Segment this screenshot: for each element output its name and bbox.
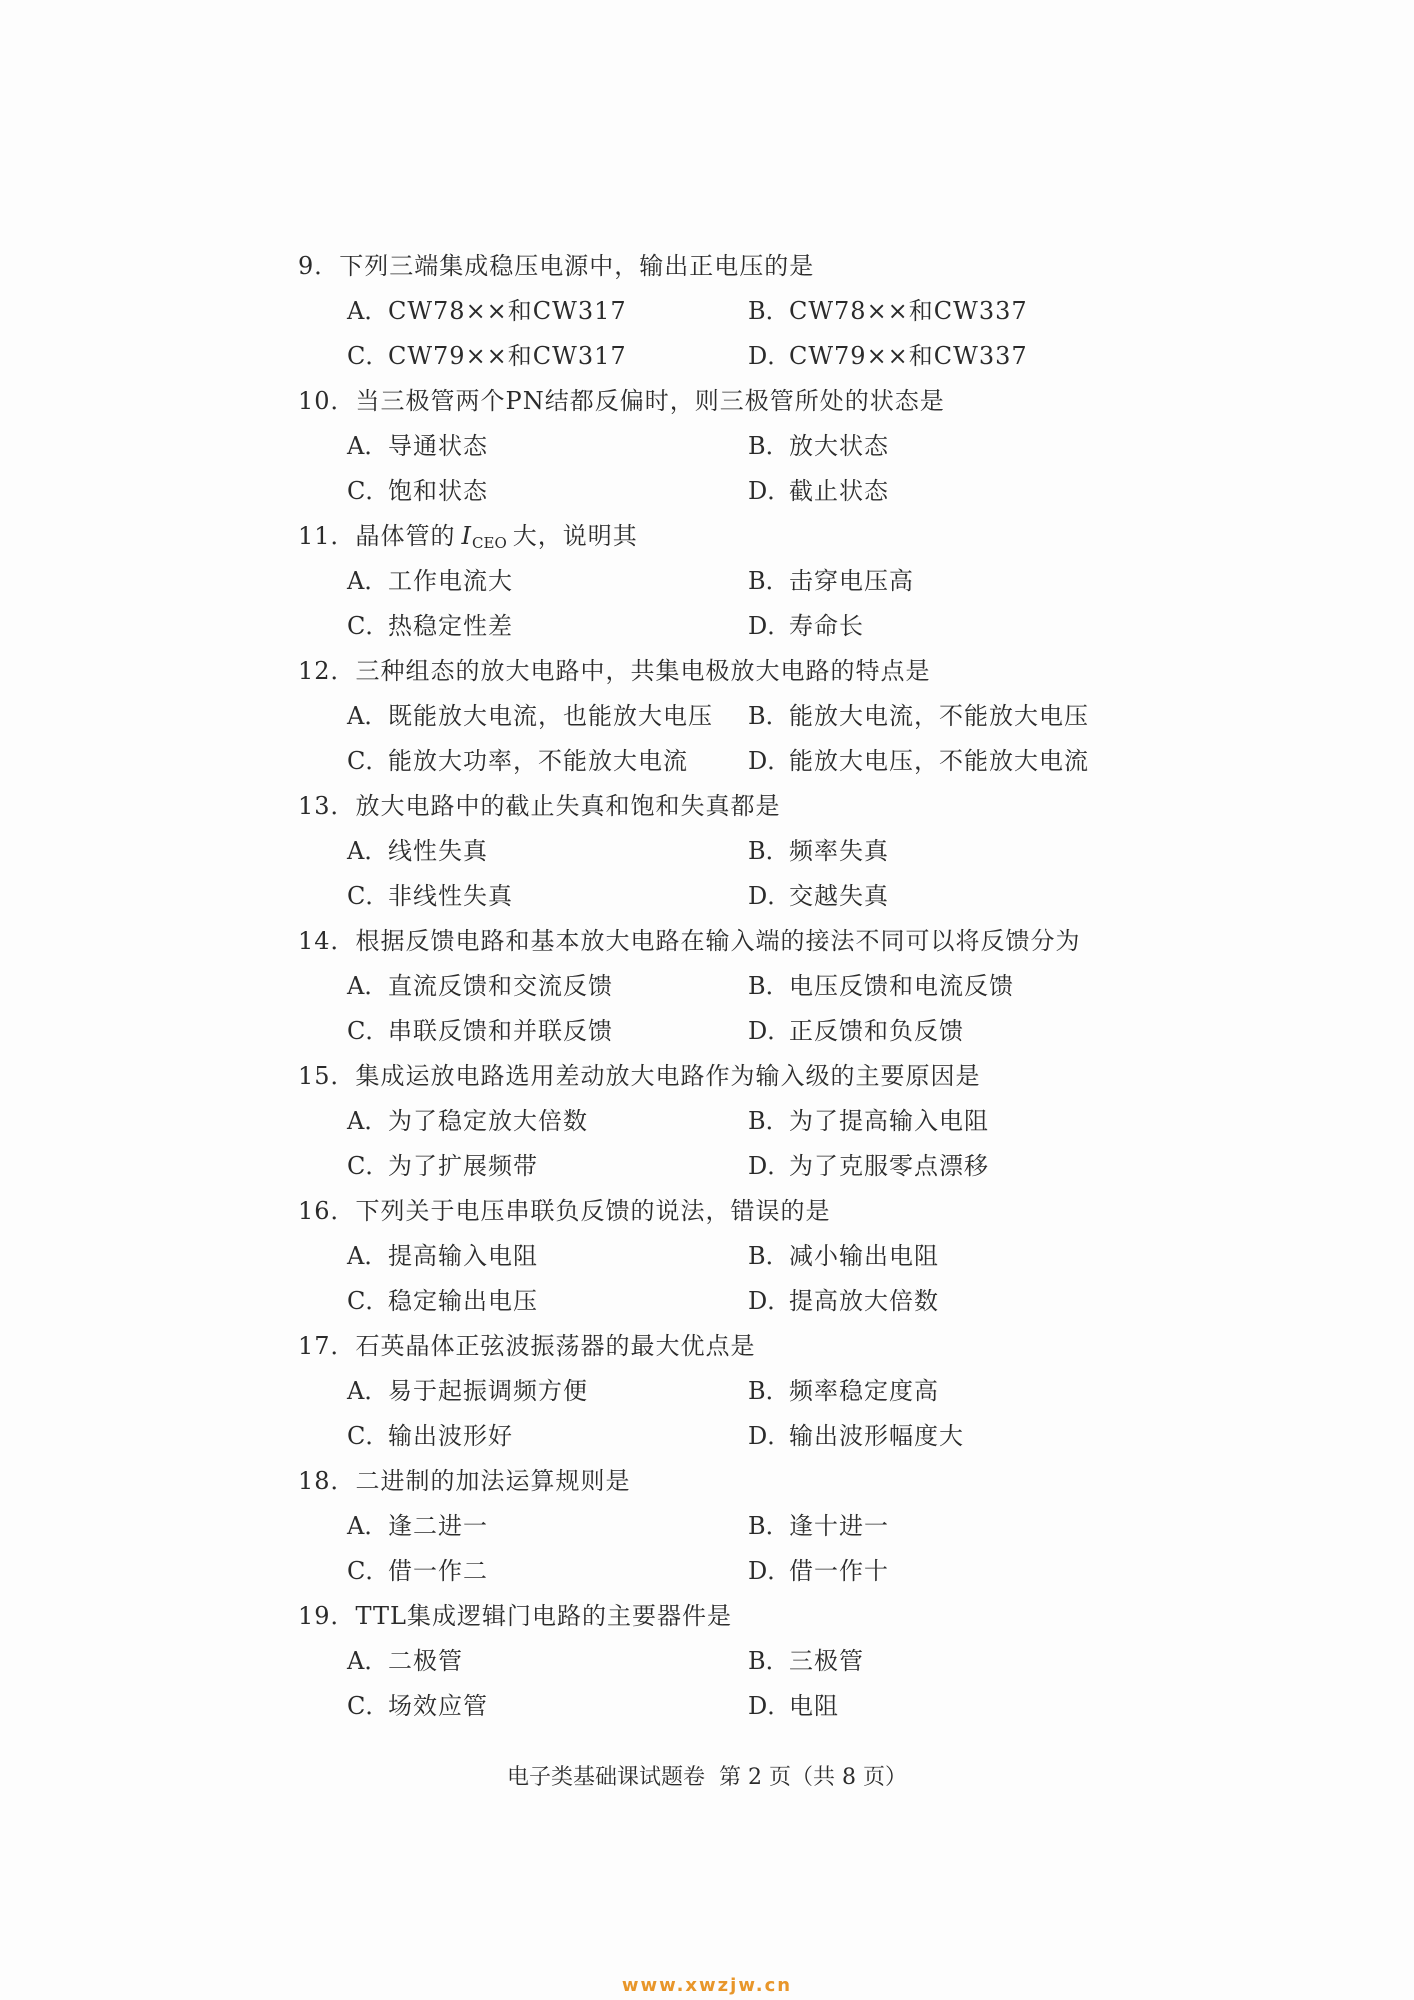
option-d — [748, 874, 1149, 919]
question-stem — [298, 1054, 1298, 1099]
question-text: 三种组态的放大电路中，共集电极放大电路的特点是 — [355, 657, 931, 685]
option-label: D． — [748, 477, 792, 505]
option-text: 放大状态 — [789, 432, 889, 460]
option-text: 频率稳定度高 — [789, 1377, 939, 1405]
option-a — [347, 424, 748, 469]
option-label: B． — [748, 702, 790, 730]
option-b — [748, 694, 1149, 739]
option-b — [748, 1234, 1149, 1279]
option-text: CW79××和CW317 — [388, 342, 627, 370]
option-text: 热稳定性差 — [388, 612, 513, 640]
question-number: 17． — [298, 1332, 356, 1360]
option-text: 二极管 — [388, 1647, 463, 1675]
option-label: C． — [347, 1692, 390, 1720]
question-stem — [298, 514, 1298, 559]
options-row — [298, 1144, 1298, 1189]
option-label: D． — [748, 612, 792, 640]
question-text: 晶体管的 — [355, 522, 456, 550]
question — [298, 1054, 1298, 1189]
question-text: 下列关于电压串联负反馈的说法，错误的是 — [355, 1197, 831, 1225]
option-a — [347, 694, 748, 739]
option-label: A． — [347, 972, 389, 1000]
question-number: 14． — [298, 927, 356, 955]
question-stem — [298, 1594, 1298, 1639]
option-d — [748, 1549, 1149, 1594]
question-stem — [298, 1459, 1298, 1504]
options-row — [298, 1099, 1298, 1144]
option-text: CW78××和CW337 — [789, 297, 1028, 325]
option-label: B． — [748, 567, 790, 595]
question-text: 当三极管两个PN结都反偏时，则三极管所处的状态是 — [355, 387, 945, 415]
option-text: 串联反馈和并联反馈 — [388, 1017, 613, 1045]
option-label: D． — [748, 1287, 792, 1315]
options-row — [298, 1684, 1298, 1729]
option-text: 导通状态 — [388, 432, 488, 460]
option-label: D． — [748, 1692, 792, 1720]
option-text: 场效应管 — [388, 1692, 488, 1720]
option-a — [347, 289, 748, 334]
question-text: 二进制的加法运算规则是 — [355, 1467, 631, 1495]
option-label: B． — [748, 1242, 790, 1270]
question-text: 石英晶体正弦波振荡器的最大优点是 — [355, 1332, 756, 1360]
option-text: 工作电流大 — [388, 567, 513, 595]
option-c — [347, 1684, 748, 1729]
option-d — [748, 1009, 1149, 1054]
option-b — [748, 424, 1149, 469]
option-text: 能放大电流，不能放大电压 — [789, 702, 1089, 730]
options-row — [298, 1009, 1298, 1054]
option-label: A． — [347, 1377, 389, 1405]
option-c — [347, 469, 748, 514]
question — [298, 919, 1298, 1054]
question-text: 放大电路中的截止失真和饱和失真都是 — [355, 792, 781, 820]
option-d — [748, 1144, 1149, 1189]
option-label: A． — [347, 1647, 389, 1675]
option-label: C． — [347, 882, 390, 910]
option-d — [748, 1279, 1149, 1324]
options-row — [298, 1549, 1298, 1594]
question-number: 18． — [298, 1467, 356, 1495]
question — [298, 1459, 1298, 1594]
options-row — [298, 469, 1298, 514]
option-label: B． — [748, 1512, 790, 1540]
question-number: 10． — [298, 387, 356, 415]
option-c — [347, 1009, 748, 1054]
options-row — [298, 874, 1298, 919]
option-d — [748, 1414, 1149, 1459]
option-a — [347, 1639, 748, 1684]
option-text: 正反馈和负反馈 — [789, 1017, 964, 1045]
option-label: A． — [347, 1107, 389, 1135]
option-text: 借一作二 — [388, 1557, 488, 1585]
options-row — [298, 1369, 1298, 1414]
option-text: 为了扩展频带 — [388, 1152, 538, 1180]
question-text: 集成运放电路选用差动放大电路作为输入级的主要原因是 — [355, 1062, 981, 1090]
options-row — [298, 1504, 1298, 1549]
option-c — [347, 1144, 748, 1189]
option-b — [748, 829, 1149, 874]
option-a — [347, 1369, 748, 1414]
options-row — [298, 334, 1298, 379]
option-label: B． — [748, 1647, 790, 1675]
options-row — [298, 1279, 1298, 1324]
question-list — [298, 244, 1298, 1729]
option-label: A． — [347, 837, 389, 865]
option-text: 逢二进一 — [388, 1512, 488, 1540]
option-text: 提高输入电阻 — [388, 1242, 538, 1270]
option-label: D． — [748, 1557, 792, 1585]
question-stem — [298, 649, 1298, 694]
option-d — [748, 469, 1149, 514]
option-label: A． — [347, 297, 389, 325]
options-row — [298, 1234, 1298, 1279]
option-c — [347, 1279, 748, 1324]
option-b — [748, 289, 1149, 334]
question-stem — [298, 379, 1298, 424]
option-label: C． — [347, 1017, 390, 1045]
option-text: 交越失真 — [789, 882, 889, 910]
option-label: C． — [347, 747, 390, 775]
math-subscript: CEO — [472, 534, 507, 552]
question-text: TTL集成逻辑门电路的主要器件是 — [355, 1602, 732, 1630]
option-d — [748, 334, 1149, 379]
option-text: 电压反馈和电流反馈 — [789, 972, 1014, 1000]
option-text: 三极管 — [789, 1647, 864, 1675]
option-a — [347, 1099, 748, 1144]
option-c — [347, 604, 748, 649]
option-text: 非线性失真 — [388, 882, 513, 910]
option-text: 既能放大电流，也能放大电压 — [388, 702, 713, 730]
option-label: A． — [347, 432, 389, 460]
question — [298, 1324, 1298, 1459]
option-label: A． — [347, 567, 389, 595]
question — [298, 1189, 1298, 1324]
option-c — [347, 1414, 748, 1459]
option-a — [347, 1504, 748, 1549]
option-text: 输出波形幅度大 — [789, 1422, 964, 1450]
option-label: C． — [347, 342, 390, 370]
option-text: 寿命长 — [789, 612, 864, 640]
option-label: C． — [347, 612, 390, 640]
option-label: A． — [347, 1512, 389, 1540]
option-label: A． — [347, 1242, 389, 1270]
option-text: 输出波形好 — [388, 1422, 513, 1450]
site-watermark: www.xwzjw.cn — [621, 1975, 793, 1996]
option-a — [347, 829, 748, 874]
option-text: 电阻 — [789, 1692, 839, 1720]
question-stem — [298, 919, 1298, 964]
option-label: C． — [347, 1557, 390, 1585]
question-number: 9． — [298, 252, 340, 280]
question-text-after: 大，说明其 — [512, 522, 638, 550]
option-text: 直流反馈和交流反馈 — [388, 972, 613, 1000]
question-stem — [298, 1324, 1298, 1369]
page-footer: 电子类基础课试题卷 第 2 页（共 8 页） — [507, 1765, 907, 1790]
option-label: D． — [748, 747, 792, 775]
options-row — [298, 424, 1298, 469]
options-row — [298, 829, 1298, 874]
question-number: 11． — [298, 522, 356, 550]
question — [298, 784, 1298, 919]
option-text: 逢十进一 — [789, 1512, 889, 1540]
option-d — [748, 604, 1149, 649]
question-number: 12． — [298, 657, 356, 685]
options-row — [298, 289, 1298, 334]
option-text: 为了克服零点漂移 — [789, 1152, 989, 1180]
option-text: CW79××和CW337 — [789, 342, 1028, 370]
option-text: 减小输出电阻 — [789, 1242, 939, 1270]
question-stem — [298, 784, 1298, 829]
option-b — [748, 559, 1149, 604]
option-a — [347, 964, 748, 1009]
option-c — [347, 739, 748, 784]
math-variable: I — [461, 522, 473, 550]
option-a — [347, 559, 748, 604]
question-stem — [298, 1189, 1298, 1234]
option-text: CW78××和CW317 — [388, 297, 627, 325]
question — [298, 649, 1298, 784]
option-label: B． — [748, 297, 790, 325]
option-label: C． — [347, 477, 390, 505]
option-label: B． — [748, 972, 790, 1000]
question — [298, 1594, 1298, 1729]
options-row — [298, 1639, 1298, 1684]
option-text: 借一作十 — [789, 1557, 889, 1585]
option-label: C． — [347, 1152, 390, 1180]
option-b — [748, 964, 1149, 1009]
option-b — [748, 1099, 1149, 1144]
options-row — [298, 604, 1298, 649]
question — [298, 379, 1298, 514]
option-b — [748, 1639, 1149, 1684]
option-text: 截止状态 — [789, 477, 889, 505]
question — [298, 514, 1298, 649]
option-text: 线性失真 — [388, 837, 488, 865]
option-text: 能放大功率，不能放大电流 — [388, 747, 688, 775]
question-number: 19． — [298, 1602, 356, 1630]
option-text: 稳定输出电压 — [388, 1287, 538, 1315]
option-a — [347, 1234, 748, 1279]
options-row — [298, 1414, 1298, 1459]
option-text: 频率失真 — [789, 837, 889, 865]
option-label: A． — [347, 702, 389, 730]
option-label: B． — [748, 1107, 790, 1135]
option-b — [748, 1504, 1149, 1549]
option-label: D． — [748, 1422, 792, 1450]
option-label: B． — [748, 432, 790, 460]
option-label: D． — [748, 1017, 792, 1045]
options-row — [298, 739, 1298, 784]
question-text: 根据反馈电路和基本放大电路在输入端的接法不同可以将反馈分为 — [355, 927, 1081, 955]
option-label: B． — [748, 1377, 790, 1405]
option-text: 击穿电压高 — [789, 567, 914, 595]
options-row — [298, 964, 1298, 1009]
option-text: 提高放大倍数 — [789, 1287, 939, 1315]
option-text: 饱和状态 — [388, 477, 488, 505]
option-label: B． — [748, 837, 790, 865]
option-text: 为了提高输入电阻 — [789, 1107, 989, 1135]
options-row — [298, 559, 1298, 604]
question-number: 16． — [298, 1197, 356, 1225]
option-text: 易于起振调频方便 — [388, 1377, 588, 1405]
option-text: 能放大电压，不能放大电流 — [789, 747, 1089, 775]
options-row — [298, 694, 1298, 739]
option-label: D． — [748, 1152, 792, 1180]
question-text: 下列三端集成稳压电源中，输出正电压的是 — [339, 252, 815, 280]
option-label: D． — [748, 882, 792, 910]
question-stem — [298, 244, 1298, 289]
option-label: C． — [347, 1287, 390, 1315]
option-c — [347, 334, 748, 379]
option-d — [748, 1684, 1149, 1729]
option-label: C． — [347, 1422, 390, 1450]
question-number: 13． — [298, 792, 356, 820]
question — [298, 244, 1298, 379]
option-c — [347, 874, 748, 919]
option-d — [748, 739, 1149, 784]
option-c — [347, 1549, 748, 1594]
option-b — [748, 1369, 1149, 1414]
question-number: 15． — [298, 1062, 356, 1090]
option-label: D． — [748, 342, 792, 370]
option-text: 为了稳定放大倍数 — [388, 1107, 588, 1135]
